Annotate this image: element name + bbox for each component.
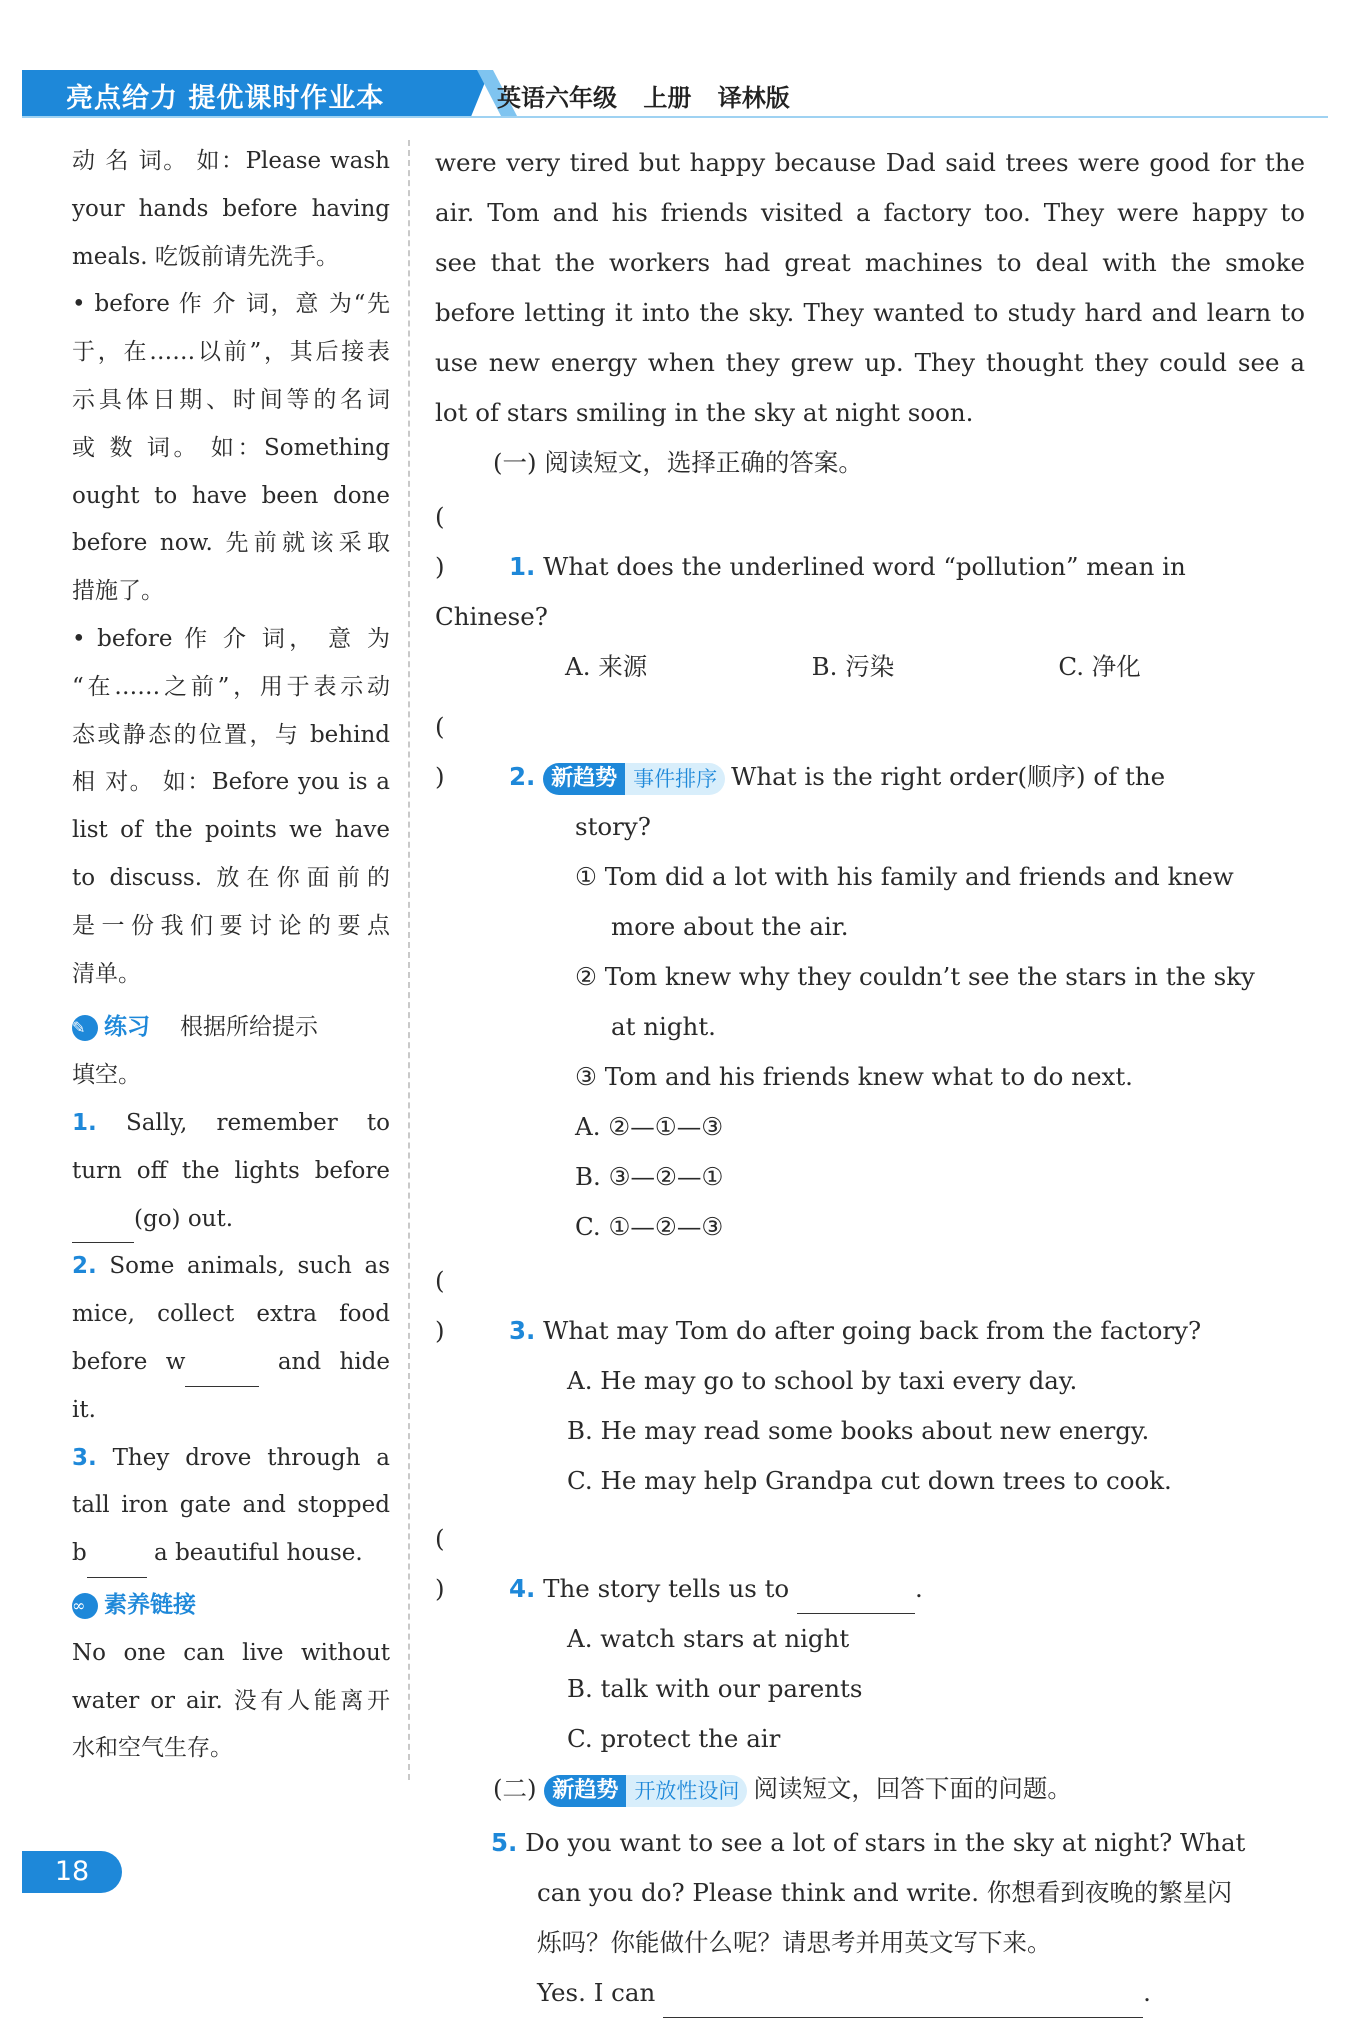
paren-open: ( [435,502,445,531]
event-item [435,852,1305,902]
answer-blank[interactable] [185,1362,259,1387]
exercise-line [72,1339,390,1387]
header-rule [22,116,1328,118]
column-divider [408,140,410,1780]
paren-open: ( [435,1524,445,1553]
note-line: 是一份我们要讨论的要点 [72,912,390,939]
question-number: 4. [509,1574,536,1603]
passage-line: lot of stars smiling in the sky at night soon. [435,398,974,427]
question-5 [435,1818,1305,1868]
option[interactable]: B. He may read some books about new energy. [567,1416,1150,1445]
option[interactable]: A. watch stars at night [567,1624,850,1653]
event-text: Tom and his friends knew what to do next. [604,1062,1133,1091]
note-line: 清单。 [72,960,141,987]
exercise-line [72,1435,390,1483]
option[interactable]: A. He may go to school by taxi every day. [567,1366,1078,1395]
pencil-icon: ✎ [72,1015,98,1041]
exercise-number: 2. [72,1253,97,1280]
note-line: 态或静态的位置，与 behind [72,721,390,748]
answer-paren[interactable] [435,1514,509,1614]
event-mark: ② [575,962,597,991]
option[interactable]: A. 来源 [565,652,648,681]
note-line: 示具体日期、时间等的名词 [72,386,390,413]
question-3 [435,1256,1305,1356]
question-4: () 4. The story tells us to . [435,1514,1305,1614]
literacy-title: 素养链接 [104,1591,196,1618]
page-header [22,70,1328,120]
exercise-text: a beautiful house. [154,1540,363,1567]
answer-prefix: Yes. I can [537,1978,656,2007]
exercise-text: Some animals, such as [109,1253,390,1280]
question-number: 1. [509,552,536,581]
question-text: What may Tom do after going back from the factory? [543,1316,1202,1345]
event-mark: ① [575,862,597,891]
practice-instruction-cont: 填空。 [72,1062,141,1089]
part2-label: (二) [493,1774,537,1803]
exercise-line [72,1196,390,1244]
literacy-line: water or air. 没有人能离开 [72,1687,390,1714]
question-2 [435,702,1305,802]
practice-title: 练习 [104,1014,150,1041]
option[interactable]: A. ②—①—③ [575,1112,724,1141]
exercise-line: mice, collect extra food [72,1301,390,1328]
new-trend-badge: 新趋势 [544,1775,626,1807]
event-text: Tom did a lot with his family and friends and knew [604,862,1234,891]
note-line: 动 名 词。 如：Please wash [72,148,390,174]
answer-blank[interactable] [663,1991,1143,2018]
exercise-line [72,1530,390,1578]
event-item [435,1052,1305,1102]
answer-blank[interactable] [87,1553,147,1578]
paren-open: ( [435,712,445,741]
question-number: 2. [509,762,536,791]
part1-title: (一) 阅读短文，选择正确的答案。 [493,448,863,477]
option[interactable]: C. He may help Grandpa cut down trees to cook. [567,1466,1172,1495]
note-line: “在……之前”，用于表示动 [72,673,390,700]
part2-title [435,1764,1305,1814]
question-text: What is the right order(顺序) of the [731,762,1166,791]
event-item-cont: at night. [611,1012,716,1041]
exercise-line [72,1100,390,1148]
q1-options [435,642,1305,692]
question-text: What does the underlined word “pollution” mean in Chinese? [435,552,1186,631]
note-line: to discuss. 放在你面前的 [72,864,390,891]
exercise-line [72,1243,390,1291]
question-text-cont: story? [575,812,651,841]
note-line: • before 作 介 词，意 为“先 [72,291,390,318]
answer-line: Yes. I can . [435,1968,1305,2018]
event-mark: ③ [575,1062,597,1091]
exercise-text: before w [72,1348,186,1375]
exercise-text: They drove through a [112,1444,390,1471]
practice-header [72,1004,390,1052]
option[interactable]: C. 净化 [1058,652,1141,681]
book-info: 英语六年级 上册 译林版 [497,84,790,112]
passage-line: before letting it into the sky. They wanted to study hard and learn to [435,298,1305,327]
note-line: 相 对。 如：Before you is a [72,769,390,796]
paren-close: ) [435,1574,445,1603]
exercise-number: 3. [72,1444,97,1471]
paren-open: ( [435,1266,445,1295]
option[interactable]: B. ③—②—① [575,1162,724,1191]
answer-blank[interactable] [72,1218,134,1243]
note-line: 措施了。 [72,578,164,605]
passage-line: air. Tom and his friends visited a factory too. They were happy to [435,198,1305,227]
literacy-line: 水和空气生存。 [72,1735,233,1762]
literacy-line: No one can live without [72,1639,390,1666]
note-line: • before 作 介 词， 意 为 [72,625,390,652]
passage-line: see that the workers had great machines to deal with the smoke [435,248,1305,277]
note-line: ought to have been done [72,482,390,509]
note-line: list of the points we have [72,817,390,844]
exercise-text: b [72,1540,87,1567]
page-number: 18 [22,1851,122,1893]
exercise-line: it. [72,1396,96,1423]
answer-paren[interactable] [435,702,509,802]
literacy-header [72,1582,390,1630]
passage-line: were very tired but happy because Dad said trees were good for the [435,148,1305,177]
badge-tag: 事件排序 [625,763,725,795]
question-text-cont: can you do? Please think and write. 你想看到夜晚的繁星闪 [537,1878,1232,1907]
note-line: before now. 先前就该采取 [72,530,390,557]
badge-tag: 开放性设问 [626,1775,747,1807]
question-number: 5. [491,1828,518,1857]
note-line: your hands before having [72,195,390,222]
event-item-cont: more about the air. [611,912,849,941]
note-line: 于，在……以前”，其后接表 [72,339,390,366]
paren-close: ) [435,1316,445,1345]
option[interactable]: B. 污染 [811,652,895,681]
question-1 [435,492,1305,642]
answer-blank[interactable] [797,1587,915,1614]
option[interactable]: C. ①—②—③ [575,1212,724,1241]
event-item [435,952,1305,1002]
exercise-text: and hide [277,1348,390,1375]
part2-instruction: 阅读短文，回答下面的问题。 [753,1774,1072,1803]
new-trend-badge: 新趋势 [543,763,625,795]
note-line: 或 数 词。 如：Something [72,434,390,461]
question-text: Do you want to see a lot of stars in the sky at night? What [525,1828,1246,1857]
note-line: meals. 吃饭前请先洗手。 [72,243,339,270]
left-column [72,138,390,1773]
option[interactable]: B. talk with our parents [567,1674,863,1703]
series-title: 亮点给力 提优课时作业本 [66,83,385,114]
event-text: Tom knew why they couldn’t see the stars in the sky [604,962,1255,991]
right-column [435,138,1305,2018]
exercise-number: 1. [72,1109,97,1136]
question-text: The story tells us to [543,1574,790,1603]
answer-paren[interactable] [435,1256,509,1356]
practice-instruction: 根据所给提示 [180,1014,318,1041]
answer-paren[interactable] [435,492,509,592]
paren-close: ) [435,552,445,581]
passage-line: use new energy when they grew up. They thought they could see a [435,348,1305,377]
exercise-text: Sally, remember to [125,1109,390,1136]
link-icon: ∞ [72,1593,98,1619]
exercise-line: turn off the lights before [72,1157,390,1184]
exercise-text: (go) out. [134,1205,234,1232]
option[interactable]: C. protect the air [567,1724,781,1753]
exercise-line: tall iron gate and stopped [72,1492,390,1519]
question-text-cont: 烁吗？你能做什么呢？请思考并用英文写下来。 [537,1928,1052,1957]
question-number: 3. [509,1316,536,1345]
paren-close: ) [435,762,445,791]
